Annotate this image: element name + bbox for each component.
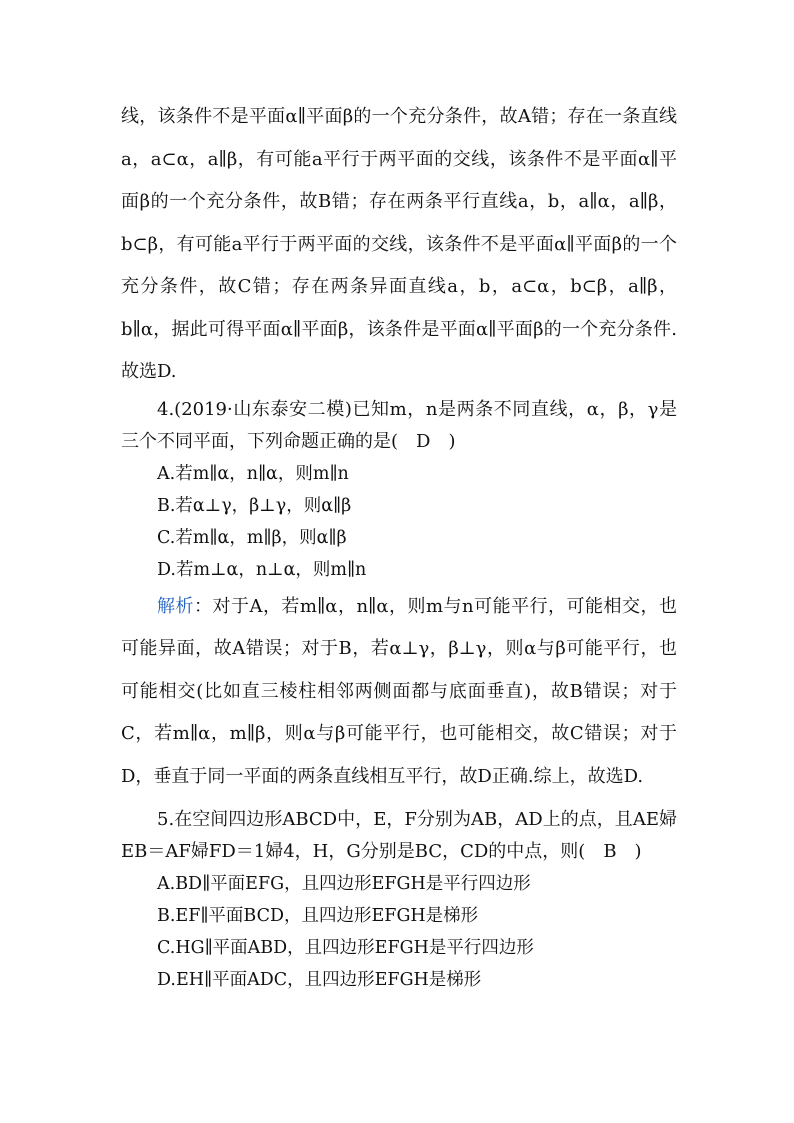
question-5-option-d: D.EH∥平面ADC，且四边形EFGH是梯形 <box>157 970 482 990</box>
question-4-option-c: C.若m∥α，m∥β，则α∥β <box>157 527 347 548</box>
analysis-text: ：对于A，若m∥α，n∥α，则m与n可能平行，可能相交，也可能异面，故A错误；对于B，若α⊥γ，β⊥γ，则α与β可能平行，也可能相交(比如直三棱柱相邻两侧面都与底面垂直)，故B错误；对于C，若m∥α，m∥β，则α与β可能平行，也可能相交，故C错误；对于D，垂直于同一平面的两条直线相互平行，故D正确.综上，故选D. <box>121 595 677 787</box>
previous-solution-continuation: 线，该条件不是平面α∥平面β的一个充分条件，故A错；存在一条直线a，a⊂α，a∥β，有可能a平行于两平面的交线，该条件不是平面α∥平面β的一个充分条件，故B错；存在两条平行直线a，b，a∥α，a∥β，b⊂β，有可能a平行于两平面的交线，该条件不是平面α∥平面β的一个充分条件，故C错；存在两条异面直线a，b，a⊂α，b⊂β，a∥β，b∥α，据此可得平面α∥平面β，该条件是平面α∥平面β的一个充分条件.故选D. <box>121 106 677 382</box>
question-4-analysis <box>121 586 677 799</box>
question-5-option-a: A.BD∥平面EFG，且四边形EFGH是平行四边形 <box>157 874 531 894</box>
question-4 <box>121 394 677 799</box>
page-content <box>121 96 677 996</box>
question-4-stem: 4.(2019·山东泰安二模)已知m，n是两条不同直线，α，β，γ是三个不同平面，下列命题正确的是( D ) <box>121 398 677 452</box>
question-5-stem: 5.在空间四边形ABCD中，E，F分别为AB，AD上的点，且AE婦EB＝AF婦FD＝1婦4，H，G分别是BC，CD的中点，则( B ) <box>121 809 677 862</box>
question-5 <box>121 804 677 996</box>
analysis-label: 解析 <box>157 595 194 617</box>
question-5-option-c: C.HG∥平面ABD，且四边形EFGH是平行四边形 <box>157 938 534 958</box>
question-5-option-b: B.EF∥平面BCD，且四边形EFGH是梯形 <box>157 906 479 926</box>
question-4-option-d: D.若m⊥α，n⊥α，则m∥n <box>157 559 367 580</box>
question-4-option-b: B.若α⊥γ，β⊥γ，则α∥β <box>157 495 352 516</box>
question-4-option-a: A.若m∥α，n∥α，则m∥n <box>157 463 349 484</box>
